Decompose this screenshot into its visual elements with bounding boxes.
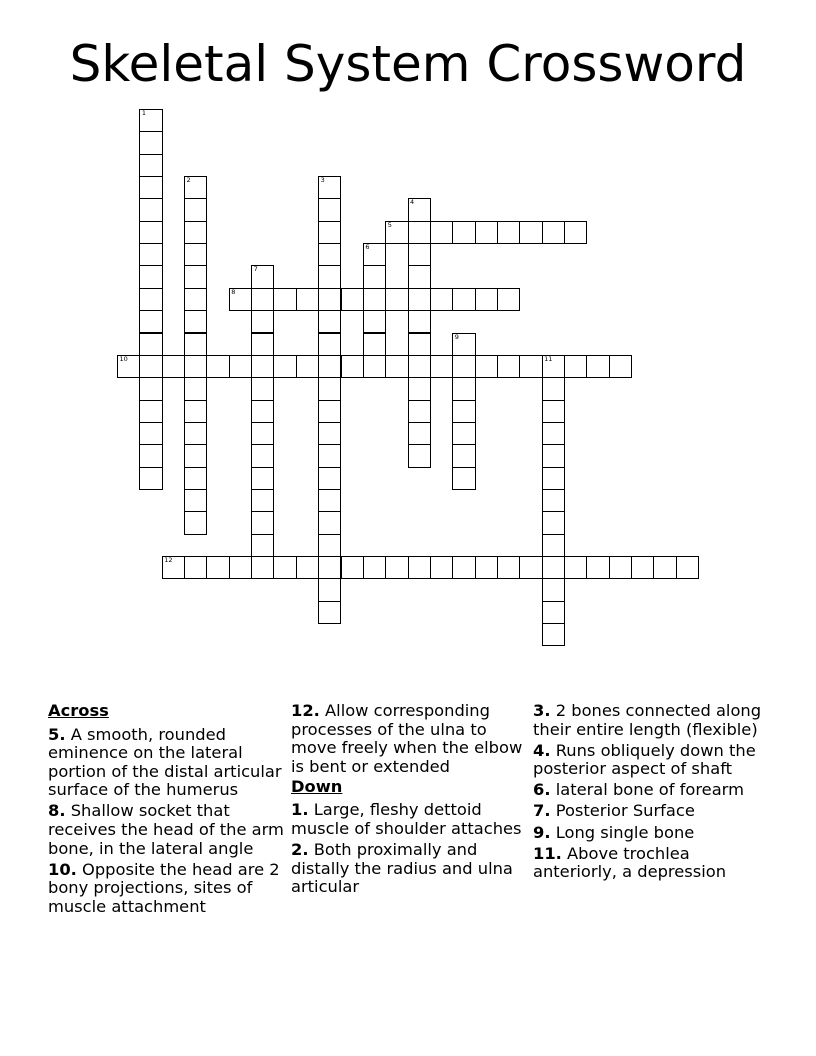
crossword-cell[interactable] bbox=[452, 444, 475, 467]
crossword-cell[interactable] bbox=[139, 265, 162, 288]
crossword-cell[interactable] bbox=[363, 243, 386, 266]
crossword-cell[interactable] bbox=[385, 556, 408, 579]
crossword-cell[interactable] bbox=[542, 556, 565, 579]
clue-number: 11 bbox=[544, 354, 553, 363]
crossword-cell[interactable] bbox=[139, 422, 162, 445]
crossword-cell[interactable] bbox=[542, 578, 565, 601]
crossword-cell[interactable] bbox=[475, 288, 498, 311]
crossword-cell[interactable] bbox=[408, 221, 431, 244]
crossword-cell[interactable] bbox=[318, 511, 341, 534]
crossword-cell[interactable] bbox=[363, 333, 386, 356]
clue-number: 2 bbox=[186, 176, 191, 185]
crossword-cell[interactable] bbox=[184, 355, 207, 378]
crossword-cell[interactable] bbox=[139, 109, 162, 132]
crossword-cell[interactable] bbox=[586, 355, 609, 378]
crossword-cell[interactable] bbox=[363, 556, 386, 579]
crossword-cell[interactable] bbox=[296, 288, 319, 311]
crossword-cell[interactable] bbox=[542, 422, 565, 445]
page-title: Skeletal System Crossword bbox=[69, 35, 747, 93]
clues-column-3 bbox=[533, 702, 773, 884]
crossword-cell[interactable] bbox=[341, 355, 364, 378]
crossword-cell[interactable] bbox=[162, 355, 185, 378]
crossword-cell[interactable] bbox=[251, 288, 274, 311]
crossword-cell[interactable] bbox=[452, 288, 475, 311]
crossword-cell[interactable] bbox=[452, 467, 475, 490]
crossword-cell[interactable] bbox=[229, 556, 252, 579]
crossword-cell[interactable] bbox=[452, 333, 475, 356]
crossword-cell[interactable] bbox=[251, 444, 274, 467]
crossword-cell[interactable] bbox=[139, 131, 162, 154]
crossword-cell[interactable] bbox=[318, 601, 341, 624]
crossword-cell[interactable] bbox=[430, 355, 453, 378]
crossword-cell[interactable] bbox=[251, 511, 274, 534]
crossword-cell[interactable] bbox=[184, 422, 207, 445]
crossword-cell[interactable] bbox=[497, 355, 520, 378]
crossword-cell[interactable] bbox=[139, 377, 162, 400]
crossword-cell[interactable] bbox=[318, 243, 341, 266]
crossword-cell[interactable] bbox=[475, 221, 498, 244]
clue-number: 5 bbox=[387, 220, 392, 229]
crossword-cell[interactable] bbox=[184, 265, 207, 288]
crossword-cell[interactable] bbox=[542, 511, 565, 534]
crossword-cell[interactable] bbox=[273, 355, 296, 378]
crossword-cell[interactable] bbox=[296, 556, 319, 579]
crossword-cell[interactable] bbox=[139, 355, 162, 378]
crossword-cell[interactable] bbox=[251, 265, 274, 288]
crossword-cell[interactable] bbox=[430, 221, 453, 244]
crossword-cell[interactable] bbox=[184, 198, 207, 221]
crossword-cell[interactable] bbox=[251, 400, 274, 423]
crossword-cell[interactable] bbox=[497, 221, 520, 244]
clue-down-1: 1. Large, fleshy dettoid muscle of shoulder attaches bbox=[291, 800, 522, 839]
clue-number: 1 bbox=[141, 109, 146, 117]
crossword-cell[interactable] bbox=[408, 198, 431, 221]
clue-number: 4 bbox=[410, 198, 415, 207]
crossword-cell[interactable] bbox=[184, 467, 207, 490]
crossword-cell[interactable] bbox=[318, 400, 341, 423]
clue-number: 9 bbox=[454, 332, 459, 341]
crossword-cell[interactable] bbox=[542, 355, 565, 378]
crossword-cell[interactable] bbox=[251, 377, 274, 400]
crossword-cell[interactable] bbox=[184, 176, 207, 199]
crossword-cell[interactable] bbox=[139, 310, 162, 333]
crossword-cell[interactable] bbox=[139, 198, 162, 221]
crossword-cell[interactable] bbox=[184, 243, 207, 266]
crossword-cell[interactable] bbox=[318, 333, 341, 356]
crossword-cell[interactable] bbox=[206, 355, 229, 378]
clue-across-10: 10. Opposite the head are 2 bony projections, sites of muscle attachment bbox=[48, 859, 280, 916]
crossword-cell[interactable] bbox=[452, 355, 475, 378]
crossword-cell[interactable] bbox=[341, 288, 364, 311]
crossword-cell[interactable] bbox=[542, 601, 565, 624]
crossword-cell[interactable] bbox=[519, 221, 542, 244]
crossword-cell[interactable] bbox=[184, 444, 207, 467]
clue-number: 12 bbox=[164, 556, 173, 564]
crossword-cell[interactable] bbox=[564, 556, 587, 579]
crossword-cell[interactable] bbox=[542, 221, 565, 244]
crossword-cell[interactable] bbox=[273, 288, 296, 311]
crossword-cell[interactable] bbox=[251, 467, 274, 490]
crossword-cell[interactable] bbox=[363, 265, 386, 288]
crossword-cell[interactable] bbox=[363, 355, 386, 378]
crossword-cell[interactable] bbox=[318, 355, 341, 378]
crossword-cell[interactable] bbox=[564, 221, 587, 244]
crossword-cell[interactable] bbox=[542, 467, 565, 490]
crossword-cell[interactable] bbox=[184, 288, 207, 311]
crossword-cell[interactable] bbox=[497, 288, 520, 311]
crossword-cell[interactable] bbox=[408, 355, 431, 378]
crossword-cell[interactable] bbox=[430, 288, 453, 311]
crossword-cell[interactable] bbox=[363, 310, 386, 333]
crossword-cell[interactable] bbox=[408, 556, 431, 579]
crossword-cell[interactable] bbox=[519, 355, 542, 378]
crossword-cell[interactable] bbox=[318, 489, 341, 512]
crossword-cell[interactable] bbox=[139, 243, 162, 266]
crossword-cell[interactable] bbox=[385, 288, 408, 311]
crossword-cell[interactable] bbox=[318, 467, 341, 490]
crossword-cell[interactable] bbox=[162, 556, 185, 579]
crossword-cell[interactable] bbox=[385, 221, 408, 244]
crossword-cell[interactable] bbox=[452, 422, 475, 445]
crossword-cell[interactable] bbox=[184, 310, 207, 333]
crossword-cell[interactable] bbox=[184, 377, 207, 400]
crossword-cell[interactable] bbox=[408, 333, 431, 356]
crossword-cell[interactable] bbox=[318, 534, 341, 557]
crossword-cell[interactable] bbox=[318, 221, 341, 244]
crossword-cell[interactable] bbox=[542, 444, 565, 467]
crossword-cell[interactable] bbox=[139, 400, 162, 423]
clue-down-4: 4. Runs obliquely down the posterior aspect of shaft bbox=[533, 740, 756, 779]
crossword-cell[interactable] bbox=[296, 355, 319, 378]
crossword-cell[interactable] bbox=[519, 556, 542, 579]
crossword-cell[interactable] bbox=[408, 310, 431, 333]
crossword-cell[interactable] bbox=[452, 221, 475, 244]
crossword-cell[interactable] bbox=[318, 198, 341, 221]
crossword-cell[interactable] bbox=[318, 176, 341, 199]
crossword-cell[interactable] bbox=[542, 534, 565, 557]
crossword-cell[interactable] bbox=[273, 556, 296, 579]
clue-across-12: 12. Allow corresponding processes of the ulna to move freely when the elbow is bent or extended bbox=[291, 701, 523, 776]
crossword-cell[interactable] bbox=[586, 556, 609, 579]
crossword-cell[interactable] bbox=[318, 377, 341, 400]
crossword-cell[interactable] bbox=[542, 400, 565, 423]
crossword-cell[interactable] bbox=[318, 265, 341, 288]
crossword-cell[interactable] bbox=[452, 377, 475, 400]
crossword-cell[interactable] bbox=[452, 400, 475, 423]
clue-across-8: 8. Shallow socket that receives the head of the arm bone, in the lateral angle bbox=[48, 801, 284, 858]
crossword-cell[interactable] bbox=[139, 154, 162, 177]
crossword-cell[interactable] bbox=[408, 444, 431, 467]
crossword-cell[interactable] bbox=[184, 511, 207, 534]
clue-down-6: 6. lateral bone of forearm bbox=[533, 780, 744, 800]
crossword-cell[interactable] bbox=[251, 422, 274, 445]
across-heading: Across bbox=[48, 701, 109, 720]
crossword-cell[interactable] bbox=[318, 556, 341, 579]
crossword-cell[interactable] bbox=[475, 355, 498, 378]
crossword-cell[interactable] bbox=[251, 556, 274, 579]
crossword-cell[interactable] bbox=[408, 243, 431, 266]
crossword-cell[interactable] bbox=[184, 400, 207, 423]
crossword-cell[interactable] bbox=[139, 333, 162, 356]
crossword-cell[interactable] bbox=[408, 377, 431, 400]
clue-down-11: 11. Above trochlea anteriorly, a depression bbox=[533, 843, 727, 882]
clue-down-7: 7. Posterior Surface bbox=[533, 801, 695, 821]
crossword-cell[interactable] bbox=[676, 556, 699, 579]
crossword-cell[interactable] bbox=[542, 377, 565, 400]
clue-across-5: 5. A smooth, rounded eminence on the lateral portion of the distal articular surface of the humerus bbox=[48, 724, 282, 800]
crossword-cell[interactable] bbox=[341, 556, 364, 579]
crossword-cell[interactable] bbox=[452, 556, 475, 579]
crossword-cell[interactable] bbox=[542, 489, 565, 512]
crossword-cell[interactable] bbox=[318, 444, 341, 467]
crossword-cell[interactable] bbox=[318, 310, 341, 333]
crossword-cell[interactable] bbox=[318, 578, 341, 601]
crossword-cell[interactable] bbox=[631, 556, 654, 579]
crossword-cell[interactable] bbox=[430, 556, 453, 579]
crossword-cell[interactable] bbox=[139, 221, 162, 244]
clue-number: 6 bbox=[365, 243, 370, 252]
clue-down-2: 2. Both proximally and distally the radius and ulna articular bbox=[291, 840, 513, 897]
crossword-cell[interactable] bbox=[117, 355, 140, 378]
crossword-cell[interactable] bbox=[542, 623, 565, 646]
crossword-cell[interactable] bbox=[139, 444, 162, 467]
crossword-cell[interactable] bbox=[497, 556, 520, 579]
crossword-cell[interactable] bbox=[184, 333, 207, 356]
crossword-cell[interactable] bbox=[251, 333, 274, 356]
clue-number: 7 bbox=[253, 265, 258, 274]
crossword-cell[interactable] bbox=[318, 288, 341, 311]
clues-column-1 bbox=[48, 702, 284, 919]
crossword-cell[interactable] bbox=[139, 176, 162, 199]
clue-down-3: 3. 2 bones connected along their entire length (flexible) bbox=[533, 701, 762, 739]
crossword-cell[interactable] bbox=[251, 310, 274, 333]
clues-column-2 bbox=[291, 702, 527, 899]
crossword-cell[interactable] bbox=[564, 355, 587, 378]
crossword-cell[interactable] bbox=[408, 265, 431, 288]
crossword-cell[interactable] bbox=[408, 400, 431, 423]
crossword-cell[interactable] bbox=[385, 355, 408, 378]
crossword-cell[interactable] bbox=[139, 288, 162, 311]
crossword-cell[interactable] bbox=[408, 288, 431, 311]
crossword-cell[interactable] bbox=[206, 556, 229, 579]
crossword-cell[interactable] bbox=[229, 288, 252, 311]
crossword-cell[interactable] bbox=[475, 556, 498, 579]
clue-number: 3 bbox=[320, 176, 325, 185]
crossword-cell[interactable] bbox=[184, 489, 207, 512]
crossword-cell[interactable] bbox=[229, 355, 252, 378]
clue-down-9: 9. Long single bone bbox=[533, 822, 695, 842]
crossword-cell[interactable] bbox=[609, 355, 632, 378]
crossword-cell[interactable] bbox=[184, 556, 207, 579]
clue-number: 10 bbox=[119, 354, 128, 363]
crossword-cell[interactable] bbox=[251, 534, 274, 557]
clue-number: 8 bbox=[231, 287, 236, 296]
crossword-cell[interactable] bbox=[363, 288, 386, 311]
crossword-cell[interactable] bbox=[318, 422, 341, 445]
crossword-cell[interactable] bbox=[653, 556, 676, 579]
crossword-cell[interactable] bbox=[609, 556, 632, 579]
crossword-cell[interactable] bbox=[251, 355, 274, 378]
crossword-cell[interactable] bbox=[251, 489, 274, 512]
crossword-cell[interactable] bbox=[139, 467, 162, 490]
crossword-cell[interactable] bbox=[184, 221, 207, 244]
crossword-cell[interactable] bbox=[408, 422, 431, 445]
down-heading: Down bbox=[291, 776, 343, 796]
